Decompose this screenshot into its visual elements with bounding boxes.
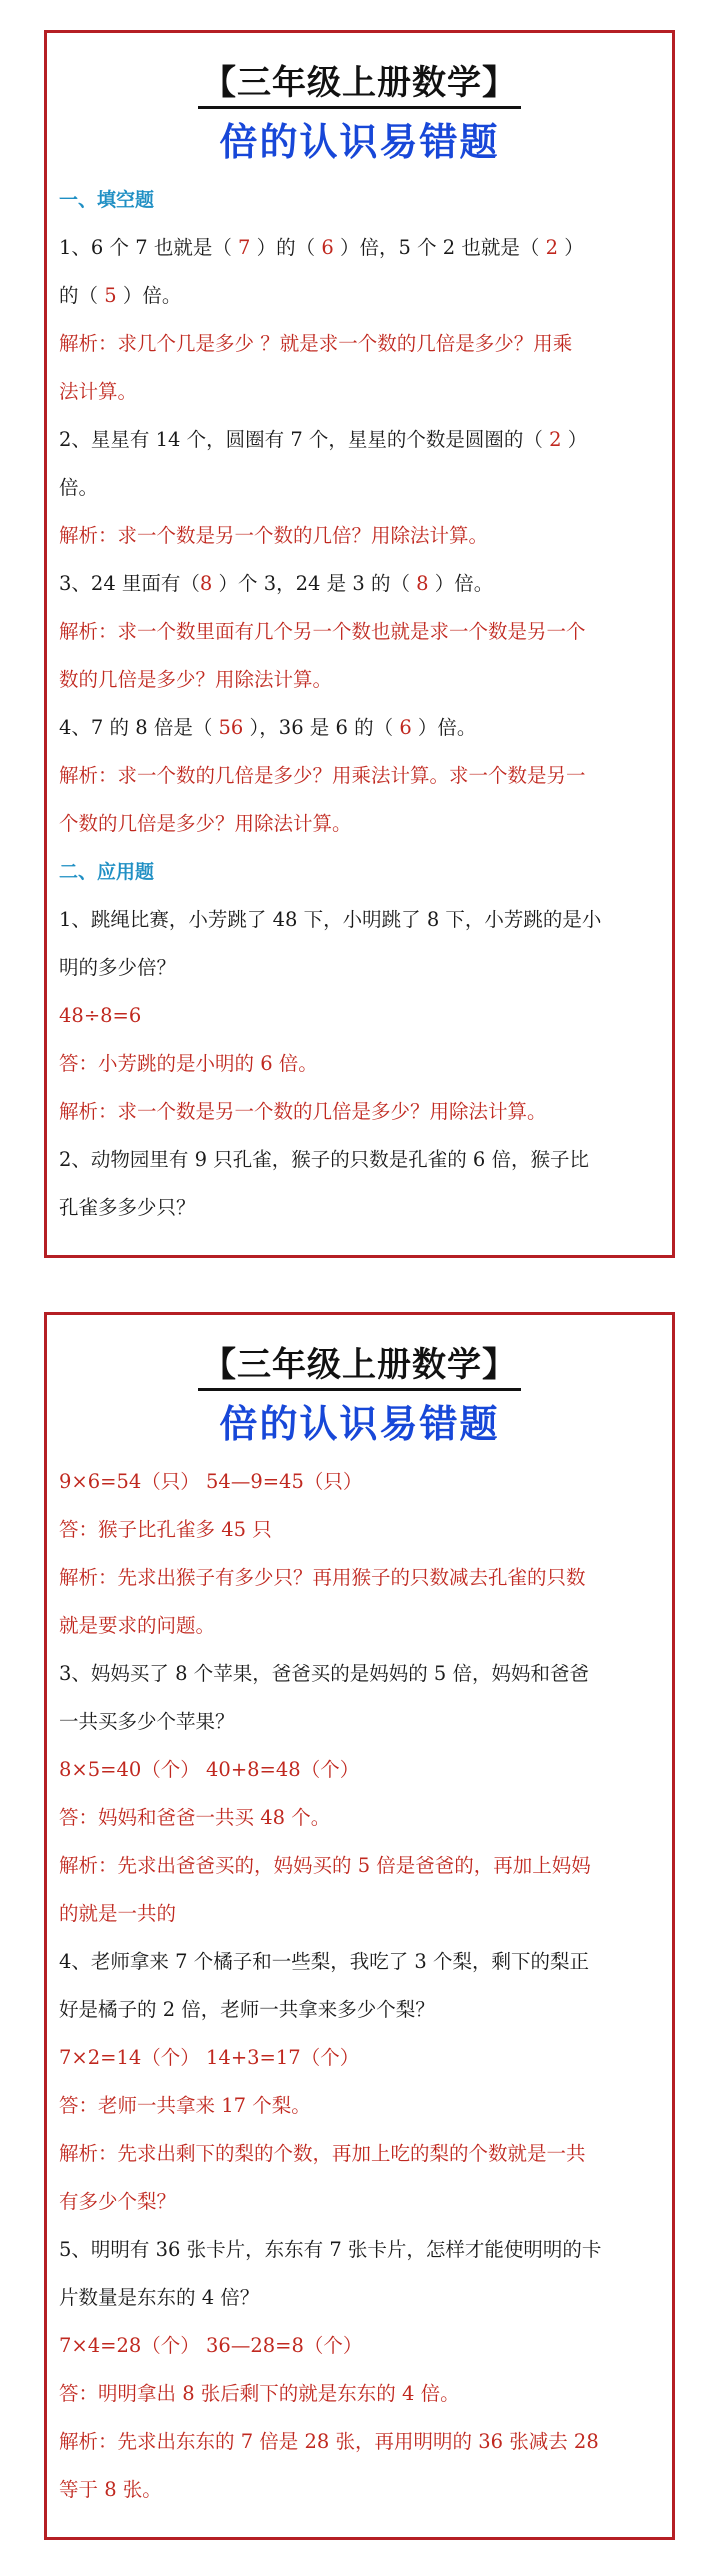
analysis-line: 法计算。 xyxy=(59,380,138,403)
grade-title: 【三年级上册数学】 xyxy=(198,55,521,109)
analysis-line: 数的几倍是多少？用除法计算。 xyxy=(59,668,333,691)
answer-line: 答：妈妈和爸爸一共买 48 个。 xyxy=(59,1806,331,1829)
section-heading-fill: 一、填空题 xyxy=(59,189,155,211)
answer-blank: 8 xyxy=(199,572,213,595)
analysis-line: 有多少个梨？ xyxy=(59,2190,177,2213)
answer-blank: 56 xyxy=(218,716,244,739)
problem-line: 片数量是东东的 4 倍？ xyxy=(59,2286,260,2309)
question-line: 倍。 xyxy=(59,476,99,499)
grade-title: 【三年级上册数学】 xyxy=(198,1337,521,1391)
answer-line: 答：小芳跳的是小明的 6 倍。 xyxy=(59,1052,318,1075)
problem-line: 1、跳绳比赛，小芳跳了 48 下，小明跳了 8 下，小芳跳的是小 xyxy=(59,908,602,931)
worksheet-card-2 xyxy=(44,1312,675,2540)
analysis-line: 的就是一共的 xyxy=(59,1902,177,1925)
topic-title: 倍的认识易错题 xyxy=(219,1402,500,1446)
card-body xyxy=(47,166,672,1232)
card-body xyxy=(47,1448,672,2514)
problem-line: 4、老师拿来 7 个橘子和一些梨，我吃了 3 个梨，剩下的梨正 xyxy=(59,1950,590,1973)
question-line: 1、6 个 7 也就是（ 7 ）的（ 6 ）倍，5 个 2 也就是（ 2 ） xyxy=(59,236,584,259)
analysis-line: 解析：求一个数的几倍是多少？用乘法计算。求一个数是另一 xyxy=(59,764,586,787)
question-line: 3、24 里面有（8 ）个 3，24 是 3 的（ 8 ）倍。 xyxy=(59,572,494,595)
card-header xyxy=(47,1315,672,1448)
analysis-line: 个数的几倍是多少？用除法计算。 xyxy=(59,812,352,835)
analysis-line: 解析：先求出东东的 7 倍是 28 张，再用明明的 36 张减去 28 xyxy=(59,2430,599,2453)
section-heading-apply: 二、应用题 xyxy=(59,861,155,883)
answer-blank: 2 xyxy=(549,428,562,451)
calculation-line: 7×4=28（个） 36—28=8（个） xyxy=(59,2334,363,2357)
problem-line: 2、动物园里有 9 只孔雀，猴子的只数是孔雀的 6 倍，猴子比 xyxy=(59,1148,590,1171)
answer-line: 答：猴子比孔雀多 45 只 xyxy=(59,1518,272,1541)
problem-line: 3、妈妈买了 8 个苹果，爸爸买的是妈妈的 5 倍，妈妈和爸爸 xyxy=(59,1662,590,1685)
calculation-line: 7×2=14（个） 14+3=17（个） xyxy=(59,2046,360,2069)
problem-line: 明的多少倍？ xyxy=(59,956,177,979)
answer-blank: 5 xyxy=(104,284,117,307)
analysis-line: 解析：先求出剩下的梨的个数，再加上吃的梨的个数就是一共 xyxy=(59,2142,586,2165)
analysis-line: 就是要求的问题。 xyxy=(59,1614,216,1637)
worksheet-card-1 xyxy=(44,30,675,1258)
problem-line: 一共买多少个苹果？ xyxy=(59,1710,235,1733)
answer-blank: 2 xyxy=(545,236,558,259)
analysis-line: 解析：先求出猴子有多少只？再用猴子的只数减去孔雀的只数 xyxy=(59,1566,586,1589)
answer-blank: 7 xyxy=(238,236,251,259)
answer-blank: 6 xyxy=(399,716,412,739)
analysis-line: 等于 8 张。 xyxy=(59,2478,162,2501)
question-line: 4、7 的 8 倍是（ 56 ），36 是 6 的（ 6 ）倍。 xyxy=(59,716,477,739)
answer-line: 答：老师一共拿来 17 个梨。 xyxy=(59,2094,311,2117)
card-header xyxy=(47,33,672,166)
analysis-line: 解析：求一个数是另一个数的几倍是多少？用除法计算。 xyxy=(59,1100,547,1123)
answer-blank: 6 xyxy=(321,236,334,259)
question-line: 的（ 5 ）倍。 xyxy=(59,284,182,307)
answer-line: 答：明明拿出 8 张后剩下的就是东东的 4 倍。 xyxy=(59,2382,460,2405)
analysis-line: 解析：求一个数里面有几个另一个数也就是求一个数是另一个 xyxy=(59,620,586,643)
question-line: 2、星星有 14 个，圆圈有 7 个，星星的个数是圆圈的（ 2 ） xyxy=(59,428,588,451)
problem-line: 5、明明有 36 张卡片，东东有 7 张卡片，怎样才能使明明的卡 xyxy=(59,2238,602,2261)
topic-title: 倍的认识易错题 xyxy=(219,120,500,164)
analysis-line: 解析：求一个数是另一个数的几倍？用除法计算。 xyxy=(59,524,489,547)
calculation-line: 9×6=54（只） 54—9=45（只） xyxy=(59,1470,363,1493)
calculation-line: 8×5=40（个） 40+8=48（个） xyxy=(59,1758,360,1781)
problem-line: 孔雀多多少只？ xyxy=(59,1196,196,1219)
answer-blank: 8 xyxy=(416,572,429,595)
analysis-line: 解析：先求出爸爸买的，妈妈买的 5 倍是爸爸的，再加上妈妈 xyxy=(59,1854,591,1877)
calculation-line: 48÷8=6 xyxy=(59,1004,142,1027)
analysis-line: 解析：求几个几是多少 ？就是求一个数的几倍是多少？用乘 xyxy=(59,332,573,355)
problem-line: 好是橘子的 2 倍，老师一共拿来多少个梨？ xyxy=(59,1998,435,2021)
